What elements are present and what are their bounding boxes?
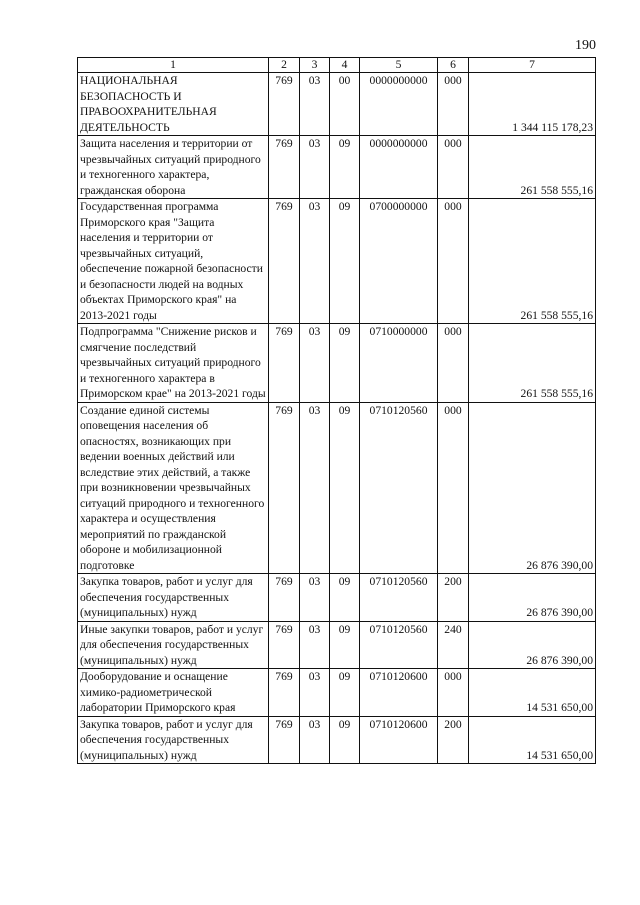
subsection-code: 00 bbox=[330, 73, 360, 136]
grbs-code: 769 bbox=[269, 73, 300, 136]
section-code: 03 bbox=[300, 669, 330, 717]
amount: 261 558 555,16 bbox=[469, 324, 596, 403]
amount: 1 344 115 178,23 bbox=[469, 73, 596, 136]
target-article-code: 0700000000 bbox=[360, 199, 438, 324]
table-row bbox=[78, 199, 596, 324]
table-row bbox=[78, 136, 596, 199]
row-name: Создание единой системы оповещения населения об опасностях, возникающих при ведении военных действий или вследствие этих действий, а также при возникновении чрезвычайных ситуаций природного и техногенного характера и осуществления мероприятий по гражданской обороне и мобилизационной подготовке bbox=[78, 402, 269, 574]
target-article-code: 0710120560 bbox=[360, 402, 438, 574]
expense-type-code: 000 bbox=[438, 669, 469, 717]
section-code: 03 bbox=[300, 574, 330, 622]
section-code: 03 bbox=[300, 716, 330, 764]
expense-type-code: 000 bbox=[438, 73, 469, 136]
amount: 26 876 390,00 bbox=[469, 574, 596, 622]
subsection-code: 09 bbox=[330, 621, 360, 669]
table-row bbox=[78, 402, 596, 574]
row-name: Закупка товаров, работ и услуг для обеспечения государственных (муниципальных) нужд bbox=[78, 574, 269, 622]
subsection-code: 09 bbox=[330, 402, 360, 574]
amount: 14 531 650,00 bbox=[469, 669, 596, 717]
grbs-code: 769 bbox=[269, 669, 300, 717]
table-row bbox=[78, 716, 596, 764]
section-code: 03 bbox=[300, 136, 330, 199]
amount: 261 558 555,16 bbox=[469, 136, 596, 199]
table-row bbox=[78, 574, 596, 622]
header-cell: 1 bbox=[78, 58, 269, 73]
table-row bbox=[78, 669, 596, 717]
grbs-code: 769 bbox=[269, 574, 300, 622]
header-cell: 2 bbox=[269, 58, 300, 73]
row-name: Защита населения и территории от чрезвычайных ситуаций природного и техногенного характера, гражданская оборона bbox=[78, 136, 269, 199]
budget-table bbox=[77, 57, 596, 764]
header-cell: 5 bbox=[360, 58, 438, 73]
row-name: Дооборудование и оснащение химико-радиометрической лаборатории Приморского края bbox=[78, 669, 269, 717]
section-code: 03 bbox=[300, 402, 330, 574]
expense-type-code: 200 bbox=[438, 716, 469, 764]
expense-type-code: 000 bbox=[438, 324, 469, 403]
subsection-code: 09 bbox=[330, 669, 360, 717]
page-number: 190 bbox=[575, 38, 596, 53]
subsection-code: 09 bbox=[330, 716, 360, 764]
row-name: Закупка товаров, работ и услуг для обеспечения государственных (муниципальных) нужд bbox=[78, 716, 269, 764]
section-code: 03 bbox=[300, 73, 330, 136]
subsection-code: 09 bbox=[330, 324, 360, 403]
expense-type-code: 000 bbox=[438, 199, 469, 324]
amount: 261 558 555,16 bbox=[469, 199, 596, 324]
header-cell: 4 bbox=[330, 58, 360, 73]
row-name: НАЦИОНАЛЬНАЯ БЕЗОПАСНОСТЬ И ПРАВООХРАНИТЕЛЬНАЯ ДЕЯТЕЛЬНОСТЬ bbox=[78, 73, 269, 136]
section-code: 03 bbox=[300, 324, 330, 403]
target-article-code: 0000000000 bbox=[360, 73, 438, 136]
table-row bbox=[78, 324, 596, 403]
grbs-code: 769 bbox=[269, 324, 300, 403]
expense-type-code: 000 bbox=[438, 136, 469, 199]
target-article-code: 0710120560 bbox=[360, 621, 438, 669]
table-header-row bbox=[78, 58, 596, 73]
expense-type-code: 000 bbox=[438, 402, 469, 574]
grbs-code: 769 bbox=[269, 199, 300, 324]
target-article-code: 0710120600 bbox=[360, 716, 438, 764]
expense-type-code: 200 bbox=[438, 574, 469, 622]
table-row bbox=[78, 621, 596, 669]
amount: 26 876 390,00 bbox=[469, 621, 596, 669]
grbs-code: 769 bbox=[269, 716, 300, 764]
grbs-code: 769 bbox=[269, 402, 300, 574]
grbs-code: 769 bbox=[269, 621, 300, 669]
target-article-code: 0710000000 bbox=[360, 324, 438, 403]
header-cell: 3 bbox=[300, 58, 330, 73]
target-article-code: 0710120600 bbox=[360, 669, 438, 717]
row-name: Подпрограмма "Снижение рисков и смягчение последствий чрезвычайных ситуаций природного и техногенного характера в Приморском крае" на 2013-2021 годы bbox=[78, 324, 269, 403]
table-row bbox=[78, 73, 596, 136]
expense-type-code: 240 bbox=[438, 621, 469, 669]
row-name: Государственная программа Приморского края "Защита населения и территории от чрезвычайных ситуаций, обеспечение пожарной безопасности и безопасности людей на водных объектах Приморского края" на 2013-2021 годы bbox=[78, 199, 269, 324]
grbs-code: 769 bbox=[269, 136, 300, 199]
amount: 26 876 390,00 bbox=[469, 402, 596, 574]
subsection-code: 09 bbox=[330, 136, 360, 199]
subsection-code: 09 bbox=[330, 199, 360, 324]
section-code: 03 bbox=[300, 199, 330, 324]
row-name: Иные закупки товаров, работ и услуг для обеспечения государственных (муниципальных) нужд bbox=[78, 621, 269, 669]
subsection-code: 09 bbox=[330, 574, 360, 622]
header-cell: 7 bbox=[469, 58, 596, 73]
amount: 14 531 650,00 bbox=[469, 716, 596, 764]
target-article-code: 0000000000 bbox=[360, 136, 438, 199]
section-code: 03 bbox=[300, 621, 330, 669]
target-article-code: 0710120560 bbox=[360, 574, 438, 622]
header-cell: 6 bbox=[438, 58, 469, 73]
